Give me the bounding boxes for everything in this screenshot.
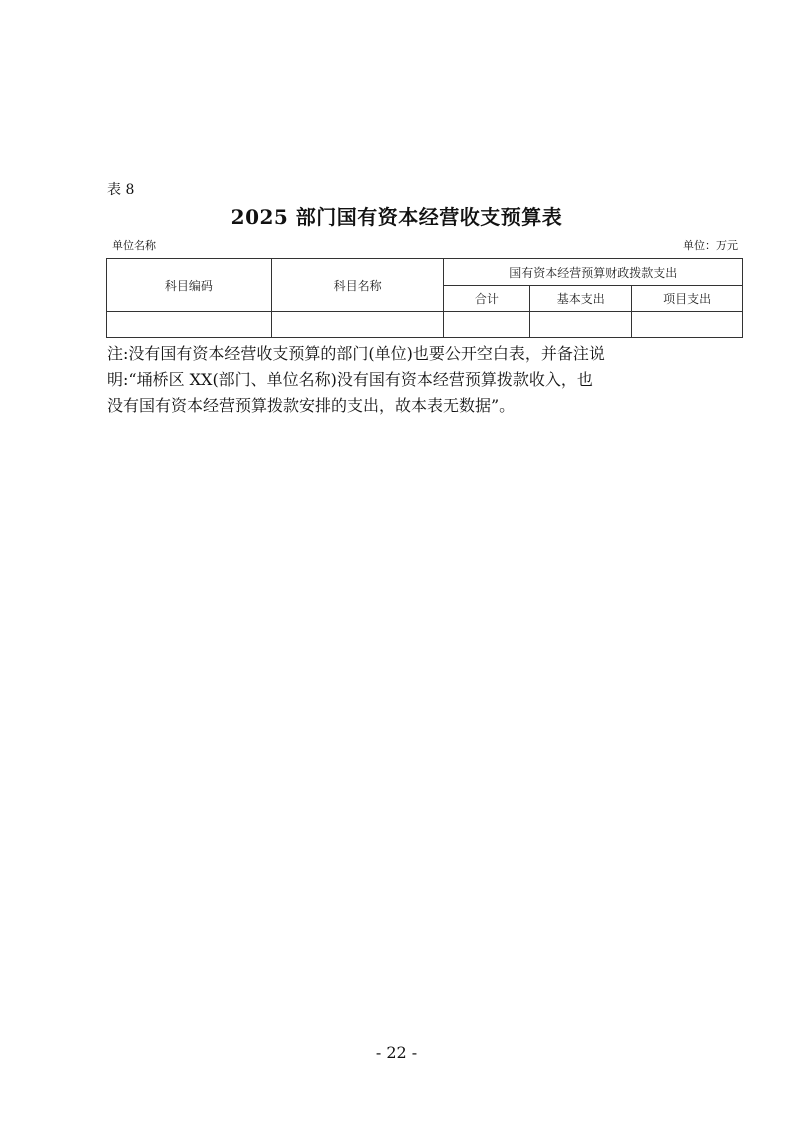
cell-total <box>444 312 530 338</box>
cell-basic <box>530 312 632 338</box>
note-line: 注:没有国有资本经营收支预算的部门(单位)也要公开空白表，并备注说 <box>107 344 605 363</box>
note-line: 明:“埇桥区 XX(部门、单位名称)没有国有资本经营预算拨款收入，也 <box>107 370 593 389</box>
page-title: 2025 部门国有资本经营收支预算表 <box>230 205 563 229</box>
table-header-row <box>107 259 743 286</box>
table-label: 表 8 <box>107 182 135 198</box>
page-number: - 22 - <box>375 1043 418 1062</box>
header-subject-code: 科目编码 <box>107 259 272 312</box>
cell-code <box>107 312 272 338</box>
currency-unit-label: 单位：万元 <box>683 239 738 252</box>
header-expenditure-group: 国有资本经营预算财政拨款支出 <box>444 259 743 286</box>
cell-project <box>632 312 743 338</box>
note-line: 没有国有资本经营预算拨款安排的支出，故本表无数据”。 <box>107 396 516 415</box>
cell-name <box>271 312 444 338</box>
header-project-expenditure: 项目支出 <box>632 286 743 312</box>
table-row <box>107 312 743 338</box>
note-paragraph <box>107 341 707 419</box>
header-subject-name: 科目名称 <box>271 259 444 312</box>
budget-table <box>106 258 743 338</box>
header-total: 合计 <box>444 286 530 312</box>
header-basic-expenditure: 基本支出 <box>530 286 632 312</box>
unit-name-label: 单位名称 <box>112 239 156 252</box>
